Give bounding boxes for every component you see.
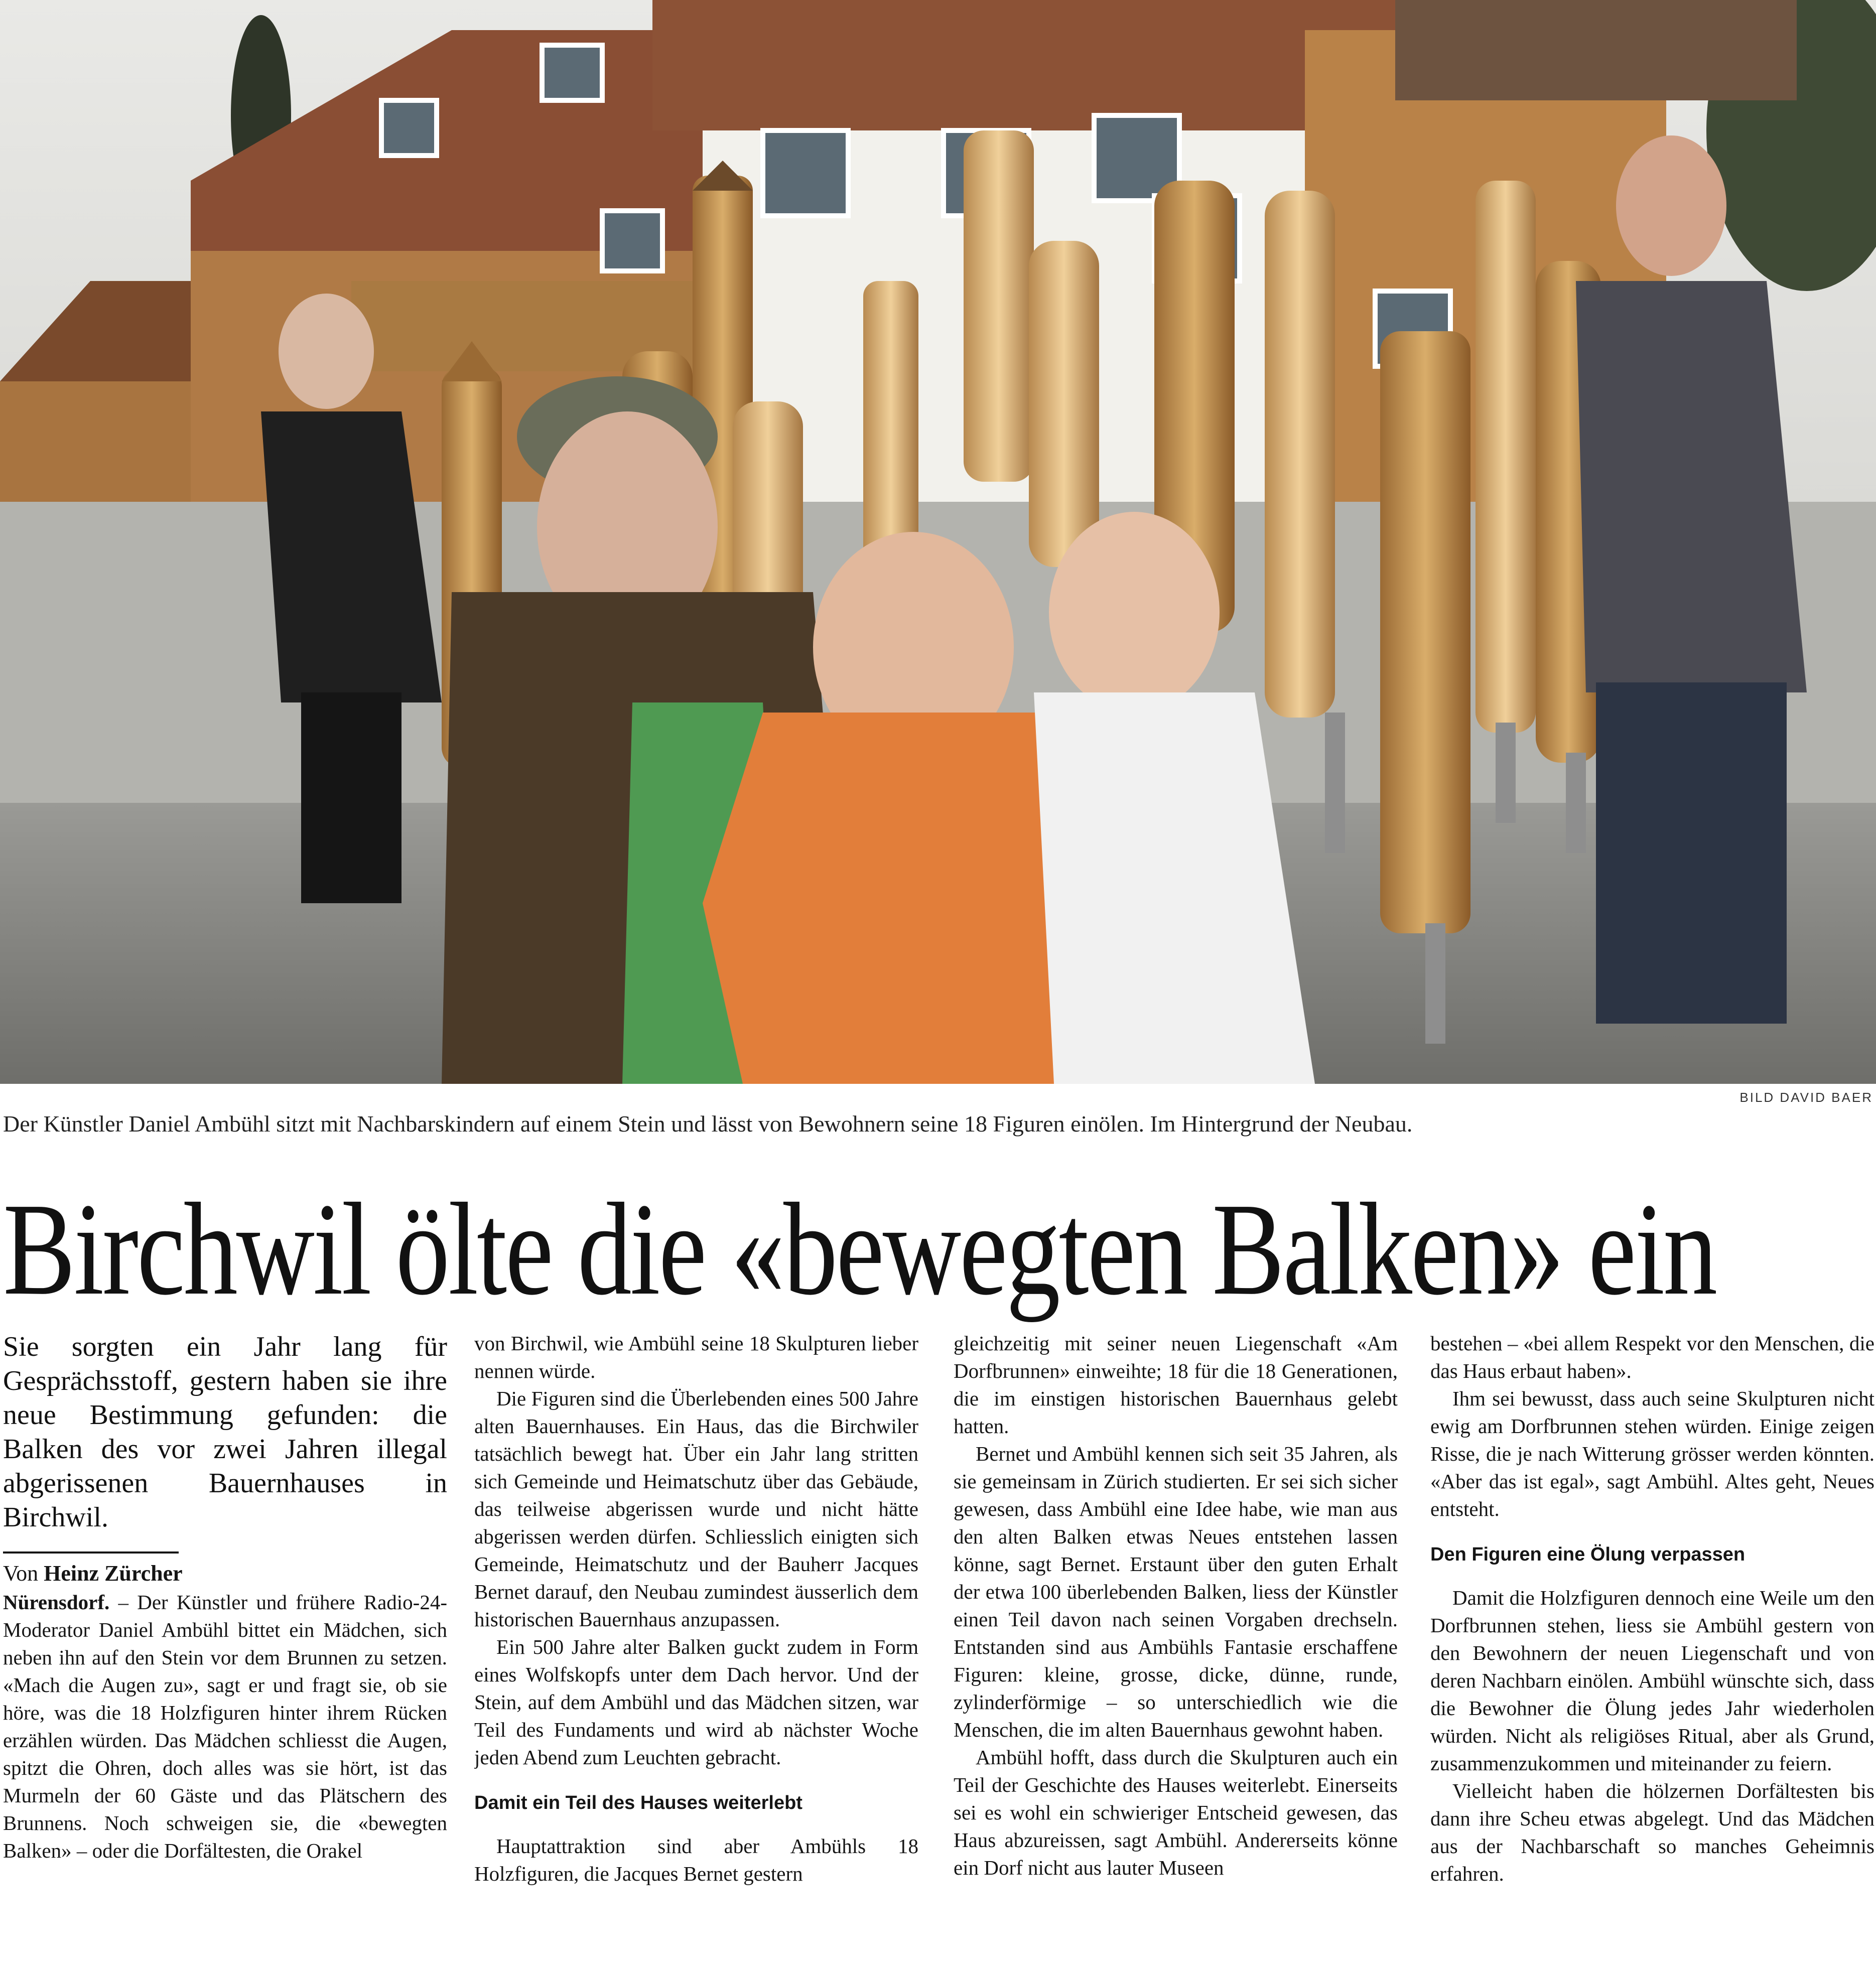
lead-text: Sie sorgten ein Jahr lang für Gesprächsstoff, gestern haben sie ihre neue Bestimmung gefunden: die Balken des vor zwei Jahren illegal abgerissenen Bauernhauses in Birchwil. — [3, 1331, 447, 1533]
column-3 — [954, 1330, 1398, 1977]
body-paragraph: gleichzeitig mit seiner neuen Liegenschaft «Am Dorfbrunnen» einweihte; 18 für die 18 Generationen, die im einstigen historischen Bauernhaus gelebt hatten. — [954, 1332, 1398, 1438]
body-paragraph: Ambühl hofft, dass durch die Skulpturen auch ein Teil der Geschichte des Hauses weiterlebt. Einerseits sei es wohl ein schwieriger Entscheid gewesen, das Haus abzureissen, sagt Ambühl. Andererseits könne ein Dorf nicht aus lauter Museen — [954, 1746, 1398, 1879]
body-text: – Der Künstler und frühere Radio-24-Moderator Daniel Ambühl bittet ein Mädchen, sich neben ihn auf den Stein vor dem Brunnen zu setzen. «Mach die Augen zu», sagt er und fragt sie, ob sie höre, was die 18 Holzfiguren hinter ihrem Rücken erzählen würden. Das Mädchen schliesst die Augen, spitzt die Ohren, doch alles was sie hört, ist das Murmeln der 60 Gäste und das Plätschern des Brunnens. Noch schweigen sie, die «bewegten Balken» – oder die Dorfältesten, die Orakel — [3, 1591, 447, 1862]
body-paragraph: Ein 500 Jahre alter Balken guckt zudem in Form eines Wolfskopfs unter dem Dach hervor. Und der Stein, auf dem Ambühl und das Mädchen sitzen, war Teil des Fundaments und wird ab nächster Woche jeden Abend zum Leuchten gebracht. — [474, 1635, 918, 1769]
author-rule — [3, 1551, 179, 1554]
column-1 — [3, 1330, 447, 1977]
headline: Birchwil ölte die «bewegten Balken» ein — [3, 1176, 1716, 1323]
dateline: Nürensdorf. — [3, 1591, 110, 1614]
byline-prefix: Von — [3, 1561, 39, 1586]
body-paragraph — [3, 1589, 447, 1865]
body-paragraph: Vielleicht haben die hölzernen Dorfältesten bis dann ihre Scheu etwas abgelegt. Und das Mädchen aus der Nachbarschaft so manches Geheimnis erfahren. — [1430, 1779, 1874, 1885]
body-paragraph: Hauptattraktion sind aber Ambühls 18 Holzfiguren, die Jacques Bernet gestern — [474, 1834, 918, 1885]
body-paragraph: bestehen – «bei allem Respekt vor den Menschen, die das Haus erbaut haben». — [1430, 1332, 1874, 1382]
column-2 — [474, 1330, 918, 1977]
subheading: Damit ein Teil des Hauses weiterlebt — [474, 1792, 802, 1813]
photo-caption: Der Künstler Daniel Ambühl sitzt mit Nachbarskindern auf einem Stein und lässt von Bewohnern seine 18 Figuren einölen. Im Hintergrund der Neubau. — [3, 1111, 1413, 1137]
body-paragraph: Ihm sei bewusst, dass auch seine Skulpturen nicht ewig am Dorfbrunnen stehen würden. Einige zeigen Risse, die je nach Witterung grösser werden könnten. «Aber das ist egal», sagt Ambühl. Altes geht, Neues entsteht. — [1430, 1387, 1874, 1520]
subheading: Den Figuren eine Ölung verpassen — [1430, 1544, 1746, 1565]
body-paragraph: Damit die Holzfiguren dennoch eine Weile um den Dorfbrunnen stehen, liess sie Ambühl gestern von den Bewohnern der neuen Liegenschaft und von deren Nachbarn einölen. Ambühl wünschte sich, dass die Bewohner die Ölung jedes Jahr wiederholen würden. Nicht als religiöses Ritual, aber als Grund, zusammenzukommen und miteinander zu feiern. — [1430, 1586, 1874, 1775]
body-paragraph: von Birchwil, wie Ambühl seine 18 Skulpturen lieber nennen würde. — [474, 1332, 918, 1382]
author-name: Heinz Zürcher — [44, 1561, 183, 1586]
body-paragraph: Bernet und Ambühl kennen sich seit 35 Jahren, als sie gemeinsam in Zürich studierten. Er sei sich sicher gewesen, dass Ambühl eine Idee habe, wie man aus den alten Balken etwas Neues entstehen lassen könne, sagt Bernet. Erstaunt über den guten Erhalt der etwa 100 überlebenden Balken, liess der Künstler einen Teil davon nach seinen Vorgaben drechseln. Entstanden sind aus Ambühls Fantasie erschaffene Figuren: kleine, grosse, dicke, dünne, runde, zylinderförmige – so unterschiedlich wie die Menschen, die im alten Bauernhaus gewohnt haben. — [954, 1442, 1398, 1741]
photo-credit: BILD DAVID BAER — [1739, 1090, 1873, 1105]
column-4 — [1430, 1330, 1874, 1977]
byline — [3, 1559, 447, 1589]
body-paragraph: Die Figuren sind die Überlebenden eines 500 Jahre alten Bauernhauses. Ein Haus, das die Birchwiler tatsächlich bewegt hat. Über ein Jahr lang stritten sich Gemeinde und Heimatschutz über das Gebäude, das teilweise abgerissen wurde und nicht hätte abgerissen werden dürfen. Schliesslich einigten sich Gemeinde, Heimatschutz und der Bauherr Jacques Bernet darauf, den Neubau zumindest äusserlich dem historischen Bauernhaus anzupassen. — [474, 1387, 918, 1631]
